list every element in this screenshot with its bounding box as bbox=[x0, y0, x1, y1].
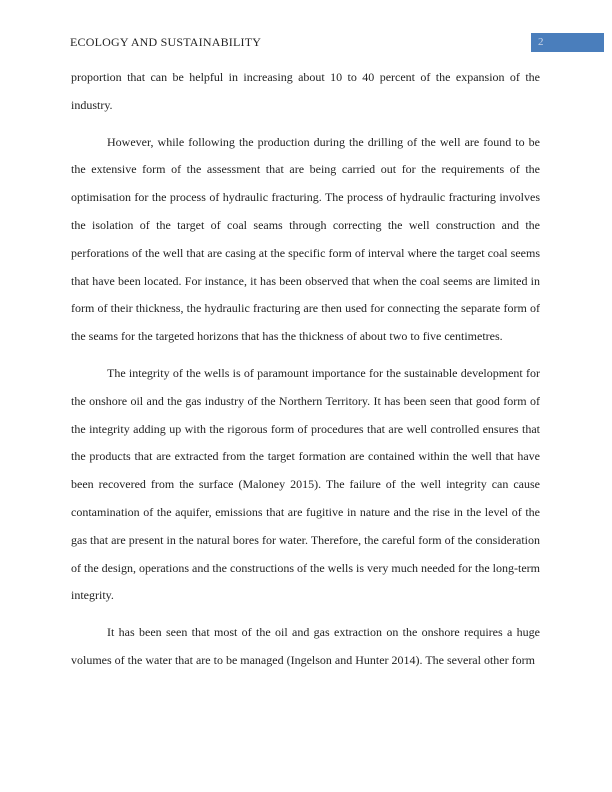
body-paragraph: It has been seen that most of the oil and gas extraction on the onshore requires a huge volumes of the water that are to be managed (Ingelson and Hunter 2014). The several other form bbox=[71, 625, 540, 667]
body-paragraph: However, while following the production during the drilling of the well are found to be the extensive form of the assessment that are being carried out for the requirements of the optimisation for the process of hydraulic fracturing. The process of hydraulic fracturing involves the isolation of the target of coal seams through correcting the well construction and the perforations of the well that are casing at the specific form of interval where the target coal seems that have been located. For instance, it has been observed that when the coal seems are limited in form of their thickness, the hydraulic fracturing are then used for connecting the separate form of the seams for the targeted horizons that has the thickness of about two to five centimetres. bbox=[71, 134, 540, 344]
document-body bbox=[71, 64, 540, 684]
page-number-field[interactable] bbox=[531, 33, 604, 52]
page-number: 2 bbox=[538, 36, 544, 48]
body-paragraph: The integrity of the wells is of paramount importance for the sustainable development for the onshore oil and the gas industry of the Northern Territory. It has been seen that good form of the integrity adding up with the rigorous form of procedures that are well controlled ensures that the products that are extracted from the target formation are contained within the well that have been recovered from the surface (Maloney 2015). The failure of the well integrity can cause contamination of the aquifer, emissions that are fugitive in nature and the rise in the level of the gas that are present in the natural bores for water. Therefore, the careful form of the consideration of the design, operations and the constructions of the wells is very much needed for the long-term integrity. bbox=[71, 365, 540, 603]
page-header bbox=[70, 33, 604, 52]
body-paragraph: proportion that can be helpful in increasing about 10 to 40 percent of the expansion of the industry. bbox=[71, 70, 540, 112]
running-head-title: ECOLOGY AND SUSTAINABILITY bbox=[70, 35, 262, 49]
